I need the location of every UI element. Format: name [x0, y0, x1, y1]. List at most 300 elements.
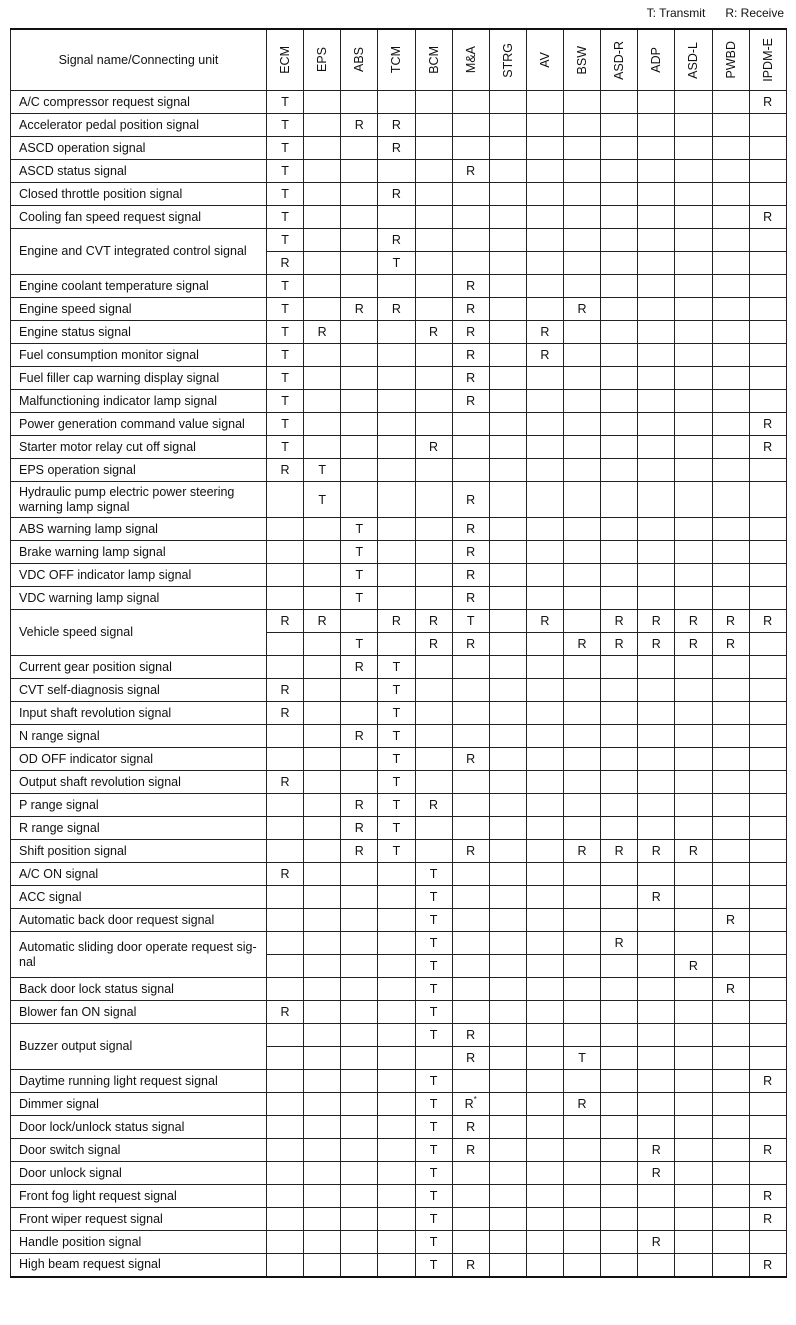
cell-av: [526, 656, 563, 679]
cell-bcm: [415, 114, 452, 137]
header-unit-label: ASD-R: [612, 40, 627, 80]
cell-tcm: [378, 206, 415, 229]
cell-asd-l: [675, 367, 712, 390]
cell-abs: [341, 1093, 378, 1116]
cell-strg: [489, 183, 526, 206]
signal-name: ABS warning lamp signal: [11, 518, 267, 541]
cell-asd-l: [675, 541, 712, 564]
cell-pwbd: R: [712, 610, 749, 633]
cell-bcm: T: [415, 1162, 452, 1185]
cell-bsw: [564, 206, 601, 229]
cell-bcm: [415, 564, 452, 587]
cell-ipdm-e: [749, 909, 786, 932]
cell-ipdm-e: [749, 771, 786, 794]
signal-name: Starter motor relay cut off signal: [11, 436, 267, 459]
table-row: [11, 679, 787, 702]
cell-eps: [304, 1116, 341, 1139]
cell-av: [526, 229, 563, 252]
cell-bcm: [415, 587, 452, 610]
cell-bsw: [564, 771, 601, 794]
cell-asd-r: [601, 344, 638, 367]
cell-asd-r: [601, 206, 638, 229]
cell-ecm: T: [267, 91, 304, 114]
cell-tcm: [378, 275, 415, 298]
cell-strg: [489, 909, 526, 932]
table-row: [11, 656, 787, 679]
header-unit-adp: [638, 29, 675, 91]
signal-name: Engine status signal: [11, 321, 267, 344]
cell-pwbd: [712, 1047, 749, 1070]
table-row: [11, 436, 787, 459]
signal-name: ASCD status signal: [11, 160, 267, 183]
signal-name: Input shaft revolution signal: [11, 702, 267, 725]
cell-ipdm-e: R: [749, 436, 786, 459]
cell-pwbd: [712, 1093, 749, 1116]
cell-ecm: T: [267, 229, 304, 252]
cell-eps: [304, 725, 341, 748]
legend: [647, 6, 784, 20]
cell-tcm: [378, 367, 415, 390]
cell-ipdm-e: [749, 978, 786, 1001]
cell-abs: R: [341, 298, 378, 321]
cell-ipdm-e: [749, 817, 786, 840]
signal-name: Fuel filler cap warning display signal: [11, 367, 267, 390]
cell-eps: [304, 1139, 341, 1162]
cell-ecm: T: [267, 275, 304, 298]
cell-pwbd: [712, 1116, 749, 1139]
cell-pwbd: [712, 656, 749, 679]
cell-pwbd: [712, 206, 749, 229]
cell-pwbd: [712, 725, 749, 748]
cell-asd-r: [601, 229, 638, 252]
cell-asd-r: [601, 1116, 638, 1139]
cell-ecm: T: [267, 321, 304, 344]
cell-asd-r: [601, 1162, 638, 1185]
cell-m-a: R: [452, 748, 489, 771]
cell-eps: [304, 1001, 341, 1024]
table-row: [11, 725, 787, 748]
cell-pwbd: [712, 114, 749, 137]
cell-adp: R: [638, 610, 675, 633]
table-row: [11, 321, 787, 344]
cell-eps: [304, 1254, 341, 1277]
cell-asd-r: [601, 275, 638, 298]
header-unit-label: BSW: [575, 45, 590, 75]
cell-m-a: [452, 91, 489, 114]
cell-bsw: [564, 1139, 601, 1162]
cell-av: [526, 436, 563, 459]
cell-adp: [638, 229, 675, 252]
header-unit-tcm: [378, 29, 415, 91]
cell-asd-r: [601, 955, 638, 978]
cell-ecm: [267, 1254, 304, 1277]
cell-ipdm-e: [749, 344, 786, 367]
cell-ipdm-e: R: [749, 1254, 786, 1277]
cell-ipdm-e: [749, 886, 786, 909]
cell-eps: [304, 1231, 341, 1254]
cell-bcm: [415, 137, 452, 160]
cell-m-a: R: [452, 840, 489, 863]
cell-bsw: [564, 160, 601, 183]
cell-tcm: R: [378, 610, 415, 633]
cell-eps: [304, 390, 341, 413]
table-row: [11, 587, 787, 610]
cell-bsw: [564, 1254, 601, 1277]
cell-strg: [489, 518, 526, 541]
cell-eps: [304, 1070, 341, 1093]
cell-ecm: T: [267, 160, 304, 183]
cell-pwbd: [712, 679, 749, 702]
cell-abs: [341, 91, 378, 114]
signal-name: VDC warning lamp signal: [11, 587, 267, 610]
cell-bsw: [564, 1116, 601, 1139]
cell-adp: [638, 413, 675, 436]
cell-tcm: [378, 541, 415, 564]
cell-strg: [489, 1116, 526, 1139]
cell-strg: [489, 1047, 526, 1070]
cell-pwbd: [712, 275, 749, 298]
cell-abs: [341, 252, 378, 275]
cell-tcm: [378, 909, 415, 932]
cell-m-a: R*: [452, 1093, 489, 1116]
cell-pwbd: [712, 1001, 749, 1024]
cell-av: [526, 909, 563, 932]
cell-bsw: [564, 541, 601, 564]
cell-asd-l: [675, 587, 712, 610]
cell-ecm: [267, 482, 304, 518]
cell-ecm: T: [267, 206, 304, 229]
cell-ipdm-e: [749, 482, 786, 518]
cell-ecm: [267, 748, 304, 771]
cell-asd-l: [675, 1116, 712, 1139]
table-row: [11, 748, 787, 771]
table-row: [11, 702, 787, 725]
cell-strg: [489, 436, 526, 459]
cell-tcm: [378, 482, 415, 518]
table-row: [11, 1139, 787, 1162]
cell-strg: [489, 160, 526, 183]
cell-tcm: [378, 1254, 415, 1277]
cell-bsw: [564, 459, 601, 482]
table-row: [11, 1254, 787, 1277]
cell-av: [526, 702, 563, 725]
cell-strg: [489, 1208, 526, 1231]
cell-strg: [489, 1231, 526, 1254]
cell-m-a: [452, 955, 489, 978]
cell-ecm: [267, 886, 304, 909]
cell-ipdm-e: R: [749, 1185, 786, 1208]
cell-bcm: T: [415, 909, 452, 932]
cell-tcm: [378, 633, 415, 656]
cell-asd-r: [601, 160, 638, 183]
cell-adp: [638, 390, 675, 413]
table-row: [11, 1116, 787, 1139]
header-unit-label: ECM: [278, 46, 293, 74]
cell-asd-r: R: [601, 633, 638, 656]
cell-ecm: [267, 1093, 304, 1116]
cell-bcm: [415, 298, 452, 321]
cell-tcm: T: [378, 702, 415, 725]
header-unit-label: TCM: [389, 46, 404, 74]
cell-ecm: T: [267, 367, 304, 390]
cell-m-a: R: [452, 1024, 489, 1047]
signal-name: OD OFF indicator signal: [11, 748, 267, 771]
cell-ecm: T: [267, 344, 304, 367]
header-unit-bcm: [415, 29, 452, 91]
cell-bcm: T: [415, 1070, 452, 1093]
cell-bsw: [564, 321, 601, 344]
cell-tcm: [378, 1185, 415, 1208]
cell-strg: [489, 656, 526, 679]
signal-name: Front wiper request signal: [11, 1208, 267, 1231]
cell-tcm: [378, 1093, 415, 1116]
cell-strg: [489, 633, 526, 656]
cell-asd-l: [675, 771, 712, 794]
cell-ipdm-e: [749, 1162, 786, 1185]
cell-pwbd: [712, 183, 749, 206]
signal-name: Engine coolant temperature signal: [11, 275, 267, 298]
cell-abs: [341, 610, 378, 633]
cell-pwbd: [712, 229, 749, 252]
cell-eps: [304, 1162, 341, 1185]
cell-pwbd: [712, 1162, 749, 1185]
cell-eps: [304, 817, 341, 840]
cell-eps: [304, 771, 341, 794]
cell-m-a: R: [452, 518, 489, 541]
cell-strg: [489, 725, 526, 748]
cell-bcm: [415, 160, 452, 183]
cell-asd-l: [675, 436, 712, 459]
cell-av: [526, 1254, 563, 1277]
cell-ipdm-e: [749, 252, 786, 275]
cell-abs: [341, 436, 378, 459]
cell-eps: R: [304, 610, 341, 633]
cell-bcm: T: [415, 1231, 452, 1254]
cell-adp: [638, 1047, 675, 1070]
cell-av: [526, 1116, 563, 1139]
cell-m-a: [452, 137, 489, 160]
signal-name: P range signal: [11, 794, 267, 817]
cell-eps: [304, 413, 341, 436]
cell-strg: [489, 482, 526, 518]
cell-pwbd: [712, 840, 749, 863]
cell-asd-r: [601, 1139, 638, 1162]
cell-strg: [489, 679, 526, 702]
cell-ipdm-e: [749, 1093, 786, 1116]
table-row: [11, 390, 787, 413]
cell-strg: [489, 955, 526, 978]
header-unit-label: EPS: [315, 47, 330, 73]
cell-ecm: T: [267, 298, 304, 321]
cell-asd-l: [675, 564, 712, 587]
cell-eps: [304, 183, 341, 206]
cell-eps: [304, 955, 341, 978]
cell-bsw: [564, 1024, 601, 1047]
cell-eps: [304, 367, 341, 390]
cell-bcm: T: [415, 932, 452, 955]
cell-ipdm-e: [749, 656, 786, 679]
cell-ipdm-e: [749, 1231, 786, 1254]
cell-bcm: [415, 541, 452, 564]
cell-bsw: [564, 114, 601, 137]
cell-eps: [304, 252, 341, 275]
cell-ipdm-e: R: [749, 1139, 786, 1162]
cell-bcm: T: [415, 863, 452, 886]
cell-eps: [304, 840, 341, 863]
signal-name: Vehicle speed signal: [11, 610, 267, 656]
cell-pwbd: [712, 587, 749, 610]
cell-abs: [341, 702, 378, 725]
cell-m-a: [452, 229, 489, 252]
cell-abs: [341, 1024, 378, 1047]
cell-bsw: [564, 183, 601, 206]
cell-pwbd: [712, 748, 749, 771]
cell-abs: R: [341, 114, 378, 137]
cell-bcm: R: [415, 321, 452, 344]
cell-adp: [638, 1116, 675, 1139]
cell-m-a: [452, 725, 489, 748]
cell-pwbd: [712, 160, 749, 183]
cell-av: [526, 1024, 563, 1047]
cell-av: [526, 252, 563, 275]
cell-tcm: T: [378, 748, 415, 771]
table-row: [11, 840, 787, 863]
cell-tcm: [378, 1231, 415, 1254]
cell-tcm: [378, 978, 415, 1001]
cell-abs: R: [341, 817, 378, 840]
cell-ipdm-e: [749, 459, 786, 482]
header-unit-label: STRG: [500, 42, 515, 78]
cell-ecm: [267, 518, 304, 541]
cell-abs: R: [341, 656, 378, 679]
cell-tcm: [378, 587, 415, 610]
table-body: [11, 91, 787, 1277]
cell-tcm: T: [378, 817, 415, 840]
cell-asd-l: [675, 1093, 712, 1116]
signal-name: Cooling fan speed request signal: [11, 206, 267, 229]
cell-abs: [341, 1139, 378, 1162]
cell-av: [526, 771, 563, 794]
cell-ipdm-e: [749, 725, 786, 748]
cell-eps: [304, 160, 341, 183]
cell-asd-l: [675, 863, 712, 886]
cell-ecm: [267, 656, 304, 679]
header-unit-m-a: [452, 29, 489, 91]
cell-abs: T: [341, 587, 378, 610]
cell-m-a: T: [452, 610, 489, 633]
table-row: [11, 137, 787, 160]
cell-pwbd: [712, 344, 749, 367]
cell-bcm: T: [415, 886, 452, 909]
table-row: [11, 183, 787, 206]
cell-ipdm-e: [749, 1116, 786, 1139]
cell-asd-r: [601, 298, 638, 321]
cell-adp: [638, 298, 675, 321]
cell-asd-l: [675, 321, 712, 344]
cell-tcm: T: [378, 771, 415, 794]
cell-eps: [304, 886, 341, 909]
cell-m-a: R: [452, 367, 489, 390]
table-row: [11, 160, 787, 183]
cell-strg: [489, 840, 526, 863]
cell-bcm: T: [415, 955, 452, 978]
cell-adp: [638, 160, 675, 183]
cell-tcm: R: [378, 137, 415, 160]
cell-bsw: R: [564, 840, 601, 863]
cell-adp: [638, 748, 675, 771]
signal-name: VDC OFF indicator lamp signal: [11, 564, 267, 587]
cell-m-a: R: [452, 482, 489, 518]
cell-bcm: T: [415, 1185, 452, 1208]
cell-adp: [638, 1024, 675, 1047]
cell-adp: [638, 206, 675, 229]
cell-m-a: [452, 459, 489, 482]
table-row: [11, 886, 787, 909]
cell-m-a: R: [452, 390, 489, 413]
cell-strg: [489, 978, 526, 1001]
cell-eps: [304, 1024, 341, 1047]
cell-bsw: R: [564, 298, 601, 321]
cell-strg: [489, 1070, 526, 1093]
signal-name: Engine speed signal: [11, 298, 267, 321]
cell-tcm: T: [378, 252, 415, 275]
cell-ecm: T: [267, 114, 304, 137]
cell-ipdm-e: [749, 183, 786, 206]
cell-bcm: R: [415, 610, 452, 633]
signal-name: Automatic sliding door operate request sig-nal: [11, 932, 267, 978]
cell-m-a: [452, 436, 489, 459]
cell-asd-r: [601, 436, 638, 459]
table-row: [11, 1001, 787, 1024]
signal-name: Buzzer output signal: [11, 1024, 267, 1070]
cell-adp: [638, 771, 675, 794]
cell-av: [526, 679, 563, 702]
cell-ipdm-e: [749, 1001, 786, 1024]
cell-bsw: [564, 1162, 601, 1185]
cell-ecm: R: [267, 702, 304, 725]
cell-eps: [304, 1185, 341, 1208]
cell-pwbd: [712, 459, 749, 482]
cell-eps: [304, 1047, 341, 1070]
cell-abs: [341, 932, 378, 955]
cell-m-a: [452, 656, 489, 679]
cell-bcm: [415, 482, 452, 518]
cell-adp: R: [638, 633, 675, 656]
cell-adp: [638, 978, 675, 1001]
cell-tcm: R: [378, 114, 415, 137]
cell-asd-r: [601, 1254, 638, 1277]
cell-adp: [638, 137, 675, 160]
cell-tcm: [378, 886, 415, 909]
cell-tcm: [378, 518, 415, 541]
cell-abs: [341, 137, 378, 160]
cell-ecm: R: [267, 610, 304, 633]
cell-m-a: [452, 909, 489, 932]
cell-eps: [304, 932, 341, 955]
cell-asd-r: [601, 725, 638, 748]
cell-pwbd: [712, 91, 749, 114]
cell-av: [526, 932, 563, 955]
cell-ipdm-e: R: [749, 1070, 786, 1093]
cell-abs: [341, 955, 378, 978]
cell-m-a: R: [452, 1047, 489, 1070]
signal-name: A/C compressor request signal: [11, 91, 267, 114]
cell-ecm: R: [267, 679, 304, 702]
signal-name: Handle position signal: [11, 1231, 267, 1254]
cell-abs: [341, 229, 378, 252]
cell-ecm: [267, 817, 304, 840]
cell-eps: [304, 978, 341, 1001]
